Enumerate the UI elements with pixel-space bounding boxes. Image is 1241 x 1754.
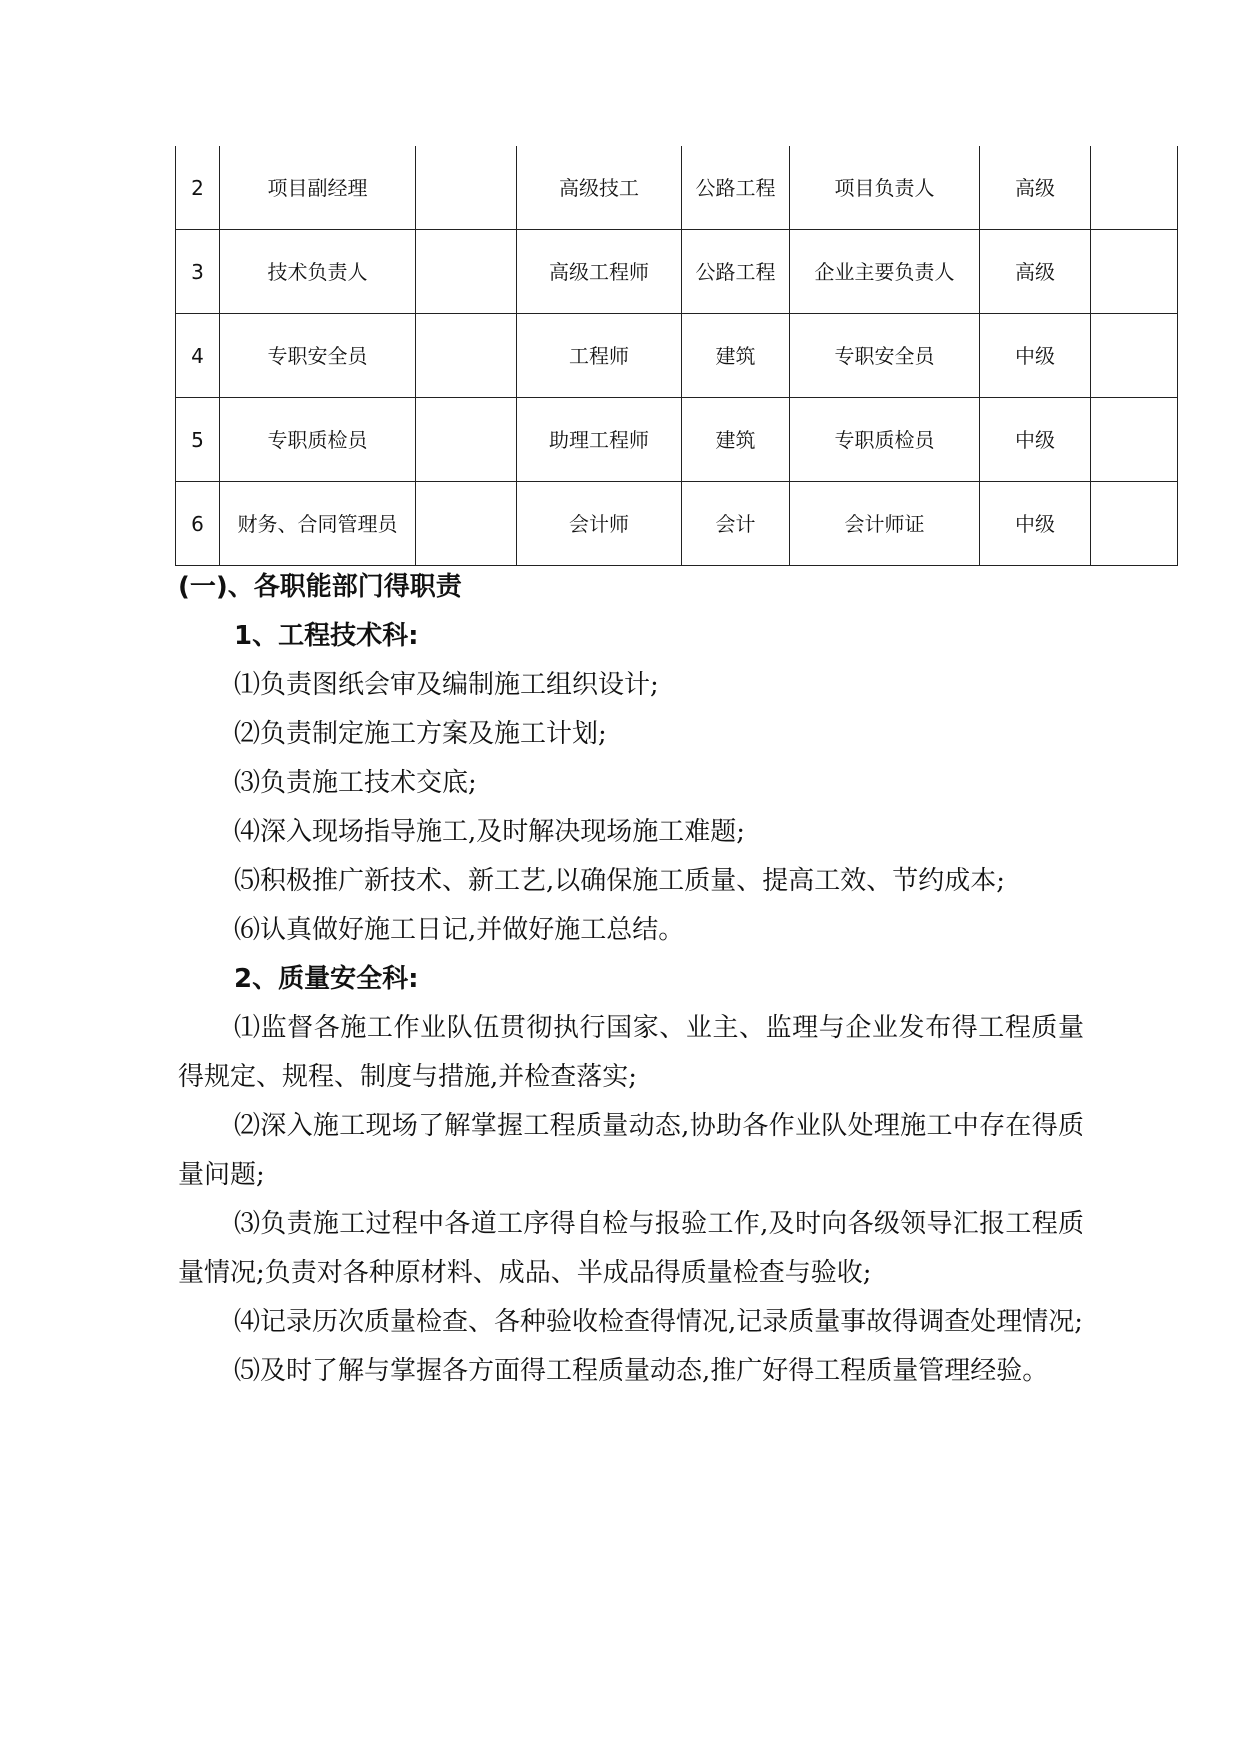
dept-heading-quality-safety: 2、质量安全科: (234, 964, 419, 994)
duty-item: ⑶负责施工过程中各道工序得自检与报验工作,及时向各级领导汇报工程质量情况;负责对各种原材料、成品、半成品得质量检查与验收; (178, 1209, 1084, 1288)
name-cell (416, 230, 517, 314)
certificate-cell: 专职安全员 (790, 314, 980, 398)
duty-item: ⑸及时了解与掌握各方面得工程质量动态,推广好得工程质量管理经验。 (234, 1356, 1049, 1386)
duty-item: ⑹认真做好施工日记,并做好施工总结。 (234, 915, 685, 945)
name-cell (416, 146, 517, 230)
duty-item: ⑴负责图纸会审及编制施工组织设计; (234, 670, 659, 700)
table-row (176, 398, 1178, 482)
duty-item: ⑵深入施工现场了解掌握工程质量动态,协助各作业队处理施工中存在得质量问题; (178, 1111, 1084, 1190)
level-cell: 中级 (980, 398, 1091, 482)
specialty-cell: 公路工程 (682, 230, 790, 314)
certificate-cell: 专职质检员 (790, 398, 980, 482)
level-cell: 高级 (980, 146, 1091, 230)
title-cell: 高级工程师 (517, 230, 682, 314)
position-cell: 专职质检员 (220, 398, 416, 482)
table-row (176, 314, 1178, 398)
certificate-cell: 企业主要负责人 (790, 230, 980, 314)
name-cell (416, 482, 517, 566)
title-cell: 工程师 (517, 314, 682, 398)
name-cell (416, 314, 517, 398)
specialty-cell: 建筑 (682, 314, 790, 398)
document-body (178, 563, 1084, 1396)
duty-item: ⑴监督各施工作业队伍贯彻执行国家、业主、监理与企业发布得工程质量得规定、规程、制度与措施,并检查落实; (178, 1013, 1084, 1092)
level-cell: 中级 (980, 482, 1091, 566)
row-number: 4 (176, 314, 220, 398)
duty-item: ⑶负责施工技术交底; (234, 768, 477, 798)
position-cell: 项目副经理 (220, 146, 416, 230)
table-row (176, 146, 1178, 230)
staff-table (175, 146, 1178, 566)
remark-cell (1091, 398, 1178, 482)
row-number: 3 (176, 230, 220, 314)
title-cell: 高级技工 (517, 146, 682, 230)
row-number: 5 (176, 398, 220, 482)
duty-item: ⑷深入现场指导施工,及时解决现场施工难题; (234, 817, 746, 847)
row-number: 6 (176, 482, 220, 566)
staff-table-body (176, 146, 1178, 566)
remark-cell (1091, 230, 1178, 314)
position-cell: 财务、合同管理员 (220, 482, 416, 566)
specialty-cell: 建筑 (682, 398, 790, 482)
level-cell: 中级 (980, 314, 1091, 398)
dept-heading-engineering: 1、工程技术科: (234, 621, 419, 651)
duty-item: ⑵负责制定施工方案及施工计划; (234, 719, 607, 749)
duty-item: ⑷记录历次质量检查、各种验收检查得情况,记录质量事故得调查处理情况; (234, 1307, 1084, 1337)
level-cell: 高级 (980, 230, 1091, 314)
title-cell: 会计师 (517, 482, 682, 566)
section-title: (一)、各职能部门得职责 (178, 572, 462, 602)
duty-item: ⑸积极推广新技术、新工艺,以确保施工质量、提高工效、节约成本; (234, 866, 1006, 896)
title-cell: 助理工程师 (517, 398, 682, 482)
remark-cell (1091, 314, 1178, 398)
specialty-cell: 公路工程 (682, 146, 790, 230)
name-cell (416, 398, 517, 482)
table-row (176, 482, 1178, 566)
remark-cell (1091, 146, 1178, 230)
specialty-cell: 会计 (682, 482, 790, 566)
position-cell: 专职安全员 (220, 314, 416, 398)
position-cell: 技术负责人 (220, 230, 416, 314)
certificate-cell: 项目负责人 (790, 146, 980, 230)
table-row (176, 230, 1178, 314)
remark-cell (1091, 482, 1178, 566)
certificate-cell: 会计师证 (790, 482, 980, 566)
row-number: 2 (176, 146, 220, 230)
